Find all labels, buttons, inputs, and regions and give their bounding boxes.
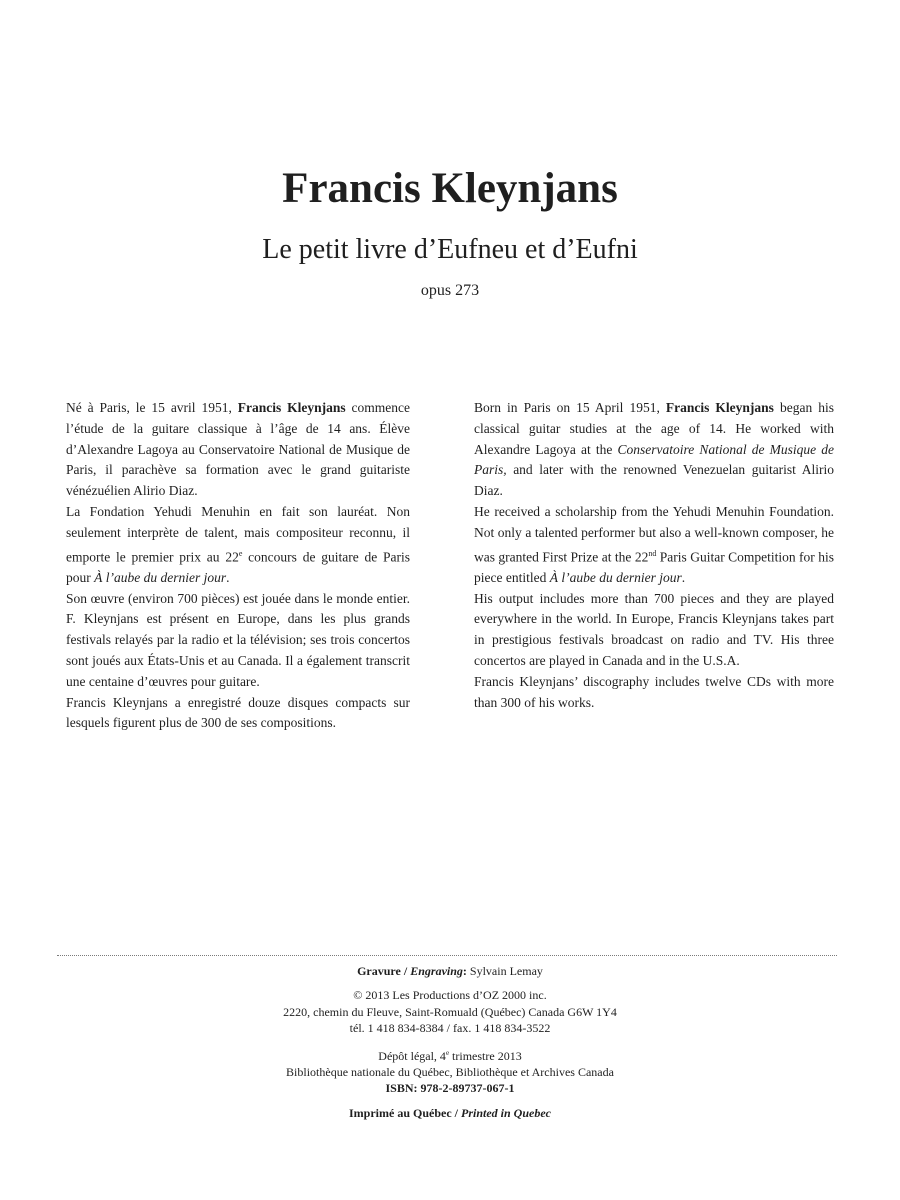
bio-fr-paragraph-3: Son œuvre (environ 700 pièces) est jouée dans le monde entier. F. Kleynjans est présent en Europe, dans les plus grands festivals relayés par la radio et la télévision; ses trois concertos sont joués aux États-Unis et au Canada. Il a également transcrit une centaine d’œuvres pour guitare. [66, 590, 410, 689]
biography-english [474, 398, 834, 713]
libraries-line: Bibliothèque nationale du Québec, Bibliothèque et Archives Canada [286, 1065, 614, 1080]
legal-deposit-ordinal: e [445, 1048, 450, 1057]
isbn-line [0, 1080, 900, 1096]
bio-fr-p2-text-c: . [226, 569, 230, 585]
publisher-phone: tél. 1 418 834-8384 / fax. 1 418 834-3522 [349, 1021, 551, 1036]
publisher-address: 2220, chemin du Fleuve, Saint-Romuald (Québec) Canada G6W 1Y4 [283, 1004, 617, 1019]
engraving-label-en: Engraving [410, 964, 463, 978]
legal-deposit-text-a: Dépôt légal, 4 [378, 1048, 446, 1063]
engraver-name: Sylvain Lemay [466, 964, 543, 978]
bio-en-paragraph-4: Francis Kleynjans’ discography includes twelve CDs with more than 300 of his works. [474, 673, 834, 710]
engraving-separator: / [400, 964, 411, 978]
bio-fr-p2-text-b: concours de guitare de Paris pour [66, 549, 410, 585]
work-title: Le petit livre d’Eufneu et d’Eufni [262, 234, 638, 265]
engraving-label-fr: Gravure [357, 964, 401, 978]
bio-en-p2-text-c: . [681, 569, 686, 585]
printed-fr: Imprimé au Québec [349, 1105, 452, 1120]
footer-divider [57, 955, 837, 956]
bio-en-school-name: Conservatoire National de Musique de Paris, [474, 441, 834, 478]
printed-separator: / [451, 1105, 461, 1120]
isbn: ISBN: 978-2-89737-067-1 [385, 1081, 515, 1096]
bio-en-paragraph-3: His output includes more than 700 pieces and they are played everywhere in the world. In Europe, Francis Kleynjans takes part in prestigious festivals broadcast on radio and TV. His three concertos are played in Canada and in the U.S.A. [474, 590, 834, 669]
copyright-line: © 2013 Les Productions d’OZ 2000 inc. [353, 988, 547, 1003]
legal-deposit-text-b: trimestre 2013 [449, 1048, 522, 1063]
bio-fr-work-title: À l’aube du dernier jour [94, 569, 227, 585]
composer-name: Francis Kleynjans [282, 165, 618, 212]
bio-en-work-title: À l’aube du dernier jour [549, 569, 682, 585]
opus-number: opus 273 [420, 282, 480, 299]
bio-fr-composer-name: Francis Kleynjans [237, 400, 346, 415]
biography-french [66, 398, 410, 734]
bio-fr-p1-text-a: Né à Paris, le 15 avril 1951, [66, 400, 238, 415]
engraving-colon: : [462, 964, 467, 978]
bio-en-p1-text-a: Born in Paris on 15 April 1951, [474, 400, 666, 415]
bio-en-p1-text-b: began his classical guitar studies at the age of 14. He worked with Alexandre Lagoya at the [474, 400, 834, 457]
bio-en-p1-text-c: and later with the renowned Venezuelan guitarist Alirio Diaz. [474, 462, 834, 499]
bio-fr-p1-text-b: commence l’étude de la guitare classique à l’âge de 14 ans. Élève d’Alexandre Lagoya au Conservatoire National de Musique de Paris, il parachève sa formation avec le grand guitariste vénézuélien Alirio Diaz. [66, 400, 410, 499]
printed-en: Printed in Quebec [461, 1105, 551, 1120]
legal-deposit [0, 1045, 900, 1064]
printed-in [0, 1105, 900, 1121]
bio-fr-p2-ordinal: e [238, 548, 243, 558]
bio-en-composer-name: Francis Kleynjans [665, 400, 774, 415]
bio-en-p2-text-a: He received a scholarship from the Yehudi Menuhin Foundation. Not only a talented performer but also a well-known composer, he was granted First Prize at the 22 [474, 503, 834, 565]
bio-en-p2-text-b: Paris Guitar Competition for his piece entitled [474, 549, 834, 585]
bio-en-paragraph-1 [474, 398, 834, 502]
bio-fr-p2-text-a: La Fondation Yehudi Menuhin en fait son lauréat. Non seulement interprète de talent, mais compositeur reconnu, il emporte le premier prix au 22 [66, 503, 410, 565]
bio-en-p2-ordinal: nd [648, 548, 657, 558]
engraving-credit [0, 963, 900, 979]
imprint-block [0, 963, 900, 1121]
bio-en-paragraph-2 [474, 502, 834, 589]
bio-fr-paragraph-2 [66, 502, 410, 589]
bio-fr-paragraph-4: Francis Kleynjans a enregistré douze disques compacts sur lesquels figurent plus de 300 de ses compositions. [66, 694, 410, 731]
bio-fr-paragraph-1 [66, 398, 410, 502]
